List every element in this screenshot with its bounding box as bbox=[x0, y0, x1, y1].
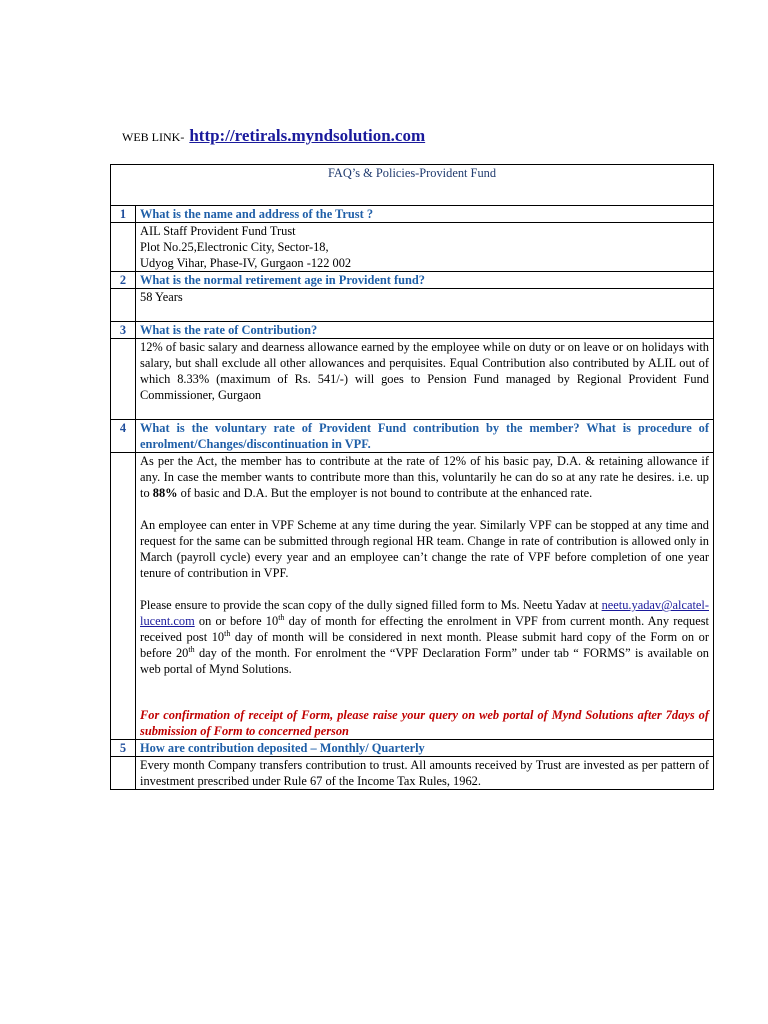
answer-line: Plot No.25,Electronic City, Sector-18, bbox=[140, 240, 329, 254]
answer-text: 12% of basic salary and dearness allowance earned by the employee while on duty or on leave or on holidays with salary, but shall exclude all other allowances and perquisites. Equal Contribution also contributed by ALIL out of which 8.33% (maximum of Rs. 541/-) will goes to Pension Fund managed by Regional Provident Fund Commissioner, Gurgaon bbox=[140, 340, 709, 402]
faq-answer bbox=[136, 453, 714, 740]
answer-text: day of month will be considered in next month. Please submit hard copy of the Form on or before 20 bbox=[140, 630, 709, 660]
superscript: th bbox=[224, 628, 231, 638]
answer-emphasis: 88% bbox=[152, 486, 178, 500]
faq-number: 4 bbox=[111, 420, 136, 453]
answer-text: Please ensure to provide the scan copy of the dully signed filled form to Ms. Neetu Yadav at bbox=[140, 598, 599, 612]
answer-paragraph bbox=[140, 453, 709, 501]
answer-text: 58 Years bbox=[140, 290, 183, 304]
answer-paragraph: An employee can enter in VPF Scheme at any time during the year. Similarly VPF can be stopped at any time and request for the same can be submitted through regional HR team. Change in rate of contribution is allowed only in March (payroll cycle) every year and an employee can’t change the rate of VPF before completion of one year tenure of contribution in VPF. bbox=[140, 518, 709, 580]
answer-text: of basic and D.A. But the employer is not bound to contribute at the enhanced rate. bbox=[180, 486, 593, 500]
faq-number: 5 bbox=[111, 740, 136, 757]
answer-paragraph bbox=[140, 597, 709, 677]
email-link[interactable]: neetu.yadav@alcatel-lucent.com bbox=[140, 598, 709, 628]
confirmation-note: For confirmation of receipt of Form, please raise your query on web portal of Mynd Solutions after 7days of submission of Form to concerned person bbox=[140, 708, 709, 738]
answer-text: day of the month. For enrolment the “VPF Declaration Form” under tab “ FORMS” is available on web portal of Mynd Solutions. bbox=[140, 646, 709, 676]
weblink bbox=[122, 126, 425, 146]
faq-question: What is the name and address of the Trust ? bbox=[136, 206, 714, 223]
faq-question: What is the normal retirement age in Provident fund? bbox=[136, 272, 714, 289]
faq-row-question bbox=[111, 740, 714, 757]
faq-number: 1 bbox=[111, 206, 136, 223]
faq-row-question bbox=[111, 420, 714, 453]
answer-line: AIL Staff Provident Fund Trust bbox=[140, 224, 296, 238]
superscript: th bbox=[278, 612, 285, 622]
faq-row-question bbox=[111, 206, 714, 223]
weblink-url[interactable]: http://retirals.myndsolution.com bbox=[189, 126, 426, 145]
answer-text: day of month for effecting the enrolment in VPF from current month. Any request received post 10 bbox=[140, 614, 709, 644]
faq-answer bbox=[136, 289, 714, 322]
faq-number: 3 bbox=[111, 322, 136, 339]
faq-row-answer bbox=[111, 289, 714, 322]
faq-answer bbox=[136, 339, 714, 420]
faq-answer bbox=[136, 223, 714, 272]
answer-text: on or before 10 bbox=[198, 614, 279, 628]
faq-row-answer bbox=[111, 453, 714, 740]
faq-answer bbox=[136, 757, 714, 790]
faq-row-answer bbox=[111, 223, 714, 272]
superscript: th bbox=[188, 644, 195, 654]
faq-number-blank bbox=[111, 453, 136, 740]
faq-number-blank bbox=[111, 339, 136, 420]
faq-question: What is the rate of Contribution? bbox=[136, 322, 714, 339]
page-title: FAQ’s & Policies-Provident Fund bbox=[111, 165, 714, 206]
answer-text: Every month Company transfers contribution to trust. All amounts received by Trust are invested as per pattern of investment prescribed under Rule 67 of the Income Tax Rules, 1962. bbox=[140, 758, 709, 788]
faq-question: How are contribution deposited – Monthly/ Quarterly bbox=[136, 740, 714, 757]
answer-line: Udyog Vihar, Phase-IV, Gurgaon -122 002 bbox=[140, 256, 352, 270]
faq-question: What is the voluntary rate of Provident Fund contribution by the member? What is procedure of enrolment/Changes/discontinuation in VPF. bbox=[136, 420, 714, 453]
faq-row-question bbox=[111, 322, 714, 339]
faq-row-answer bbox=[111, 757, 714, 790]
faq-number: 2 bbox=[111, 272, 136, 289]
weblink-label: WEB LINK- bbox=[122, 130, 185, 144]
faq-table bbox=[110, 164, 714, 790]
faq-number-blank bbox=[111, 223, 136, 272]
answer-text: As per the Act, the member has to contribute at the rate of 12% of his basic pay, D.A. & retaining allowance if any. In case the member wants to contribute more than this, voluntarily he can do so at any rate he desires. i.e. up to bbox=[140, 454, 709, 500]
faq-number-blank bbox=[111, 289, 136, 322]
faq-row-question bbox=[111, 272, 714, 289]
faq-number-blank bbox=[111, 757, 136, 790]
faq-row-answer bbox=[111, 339, 714, 420]
